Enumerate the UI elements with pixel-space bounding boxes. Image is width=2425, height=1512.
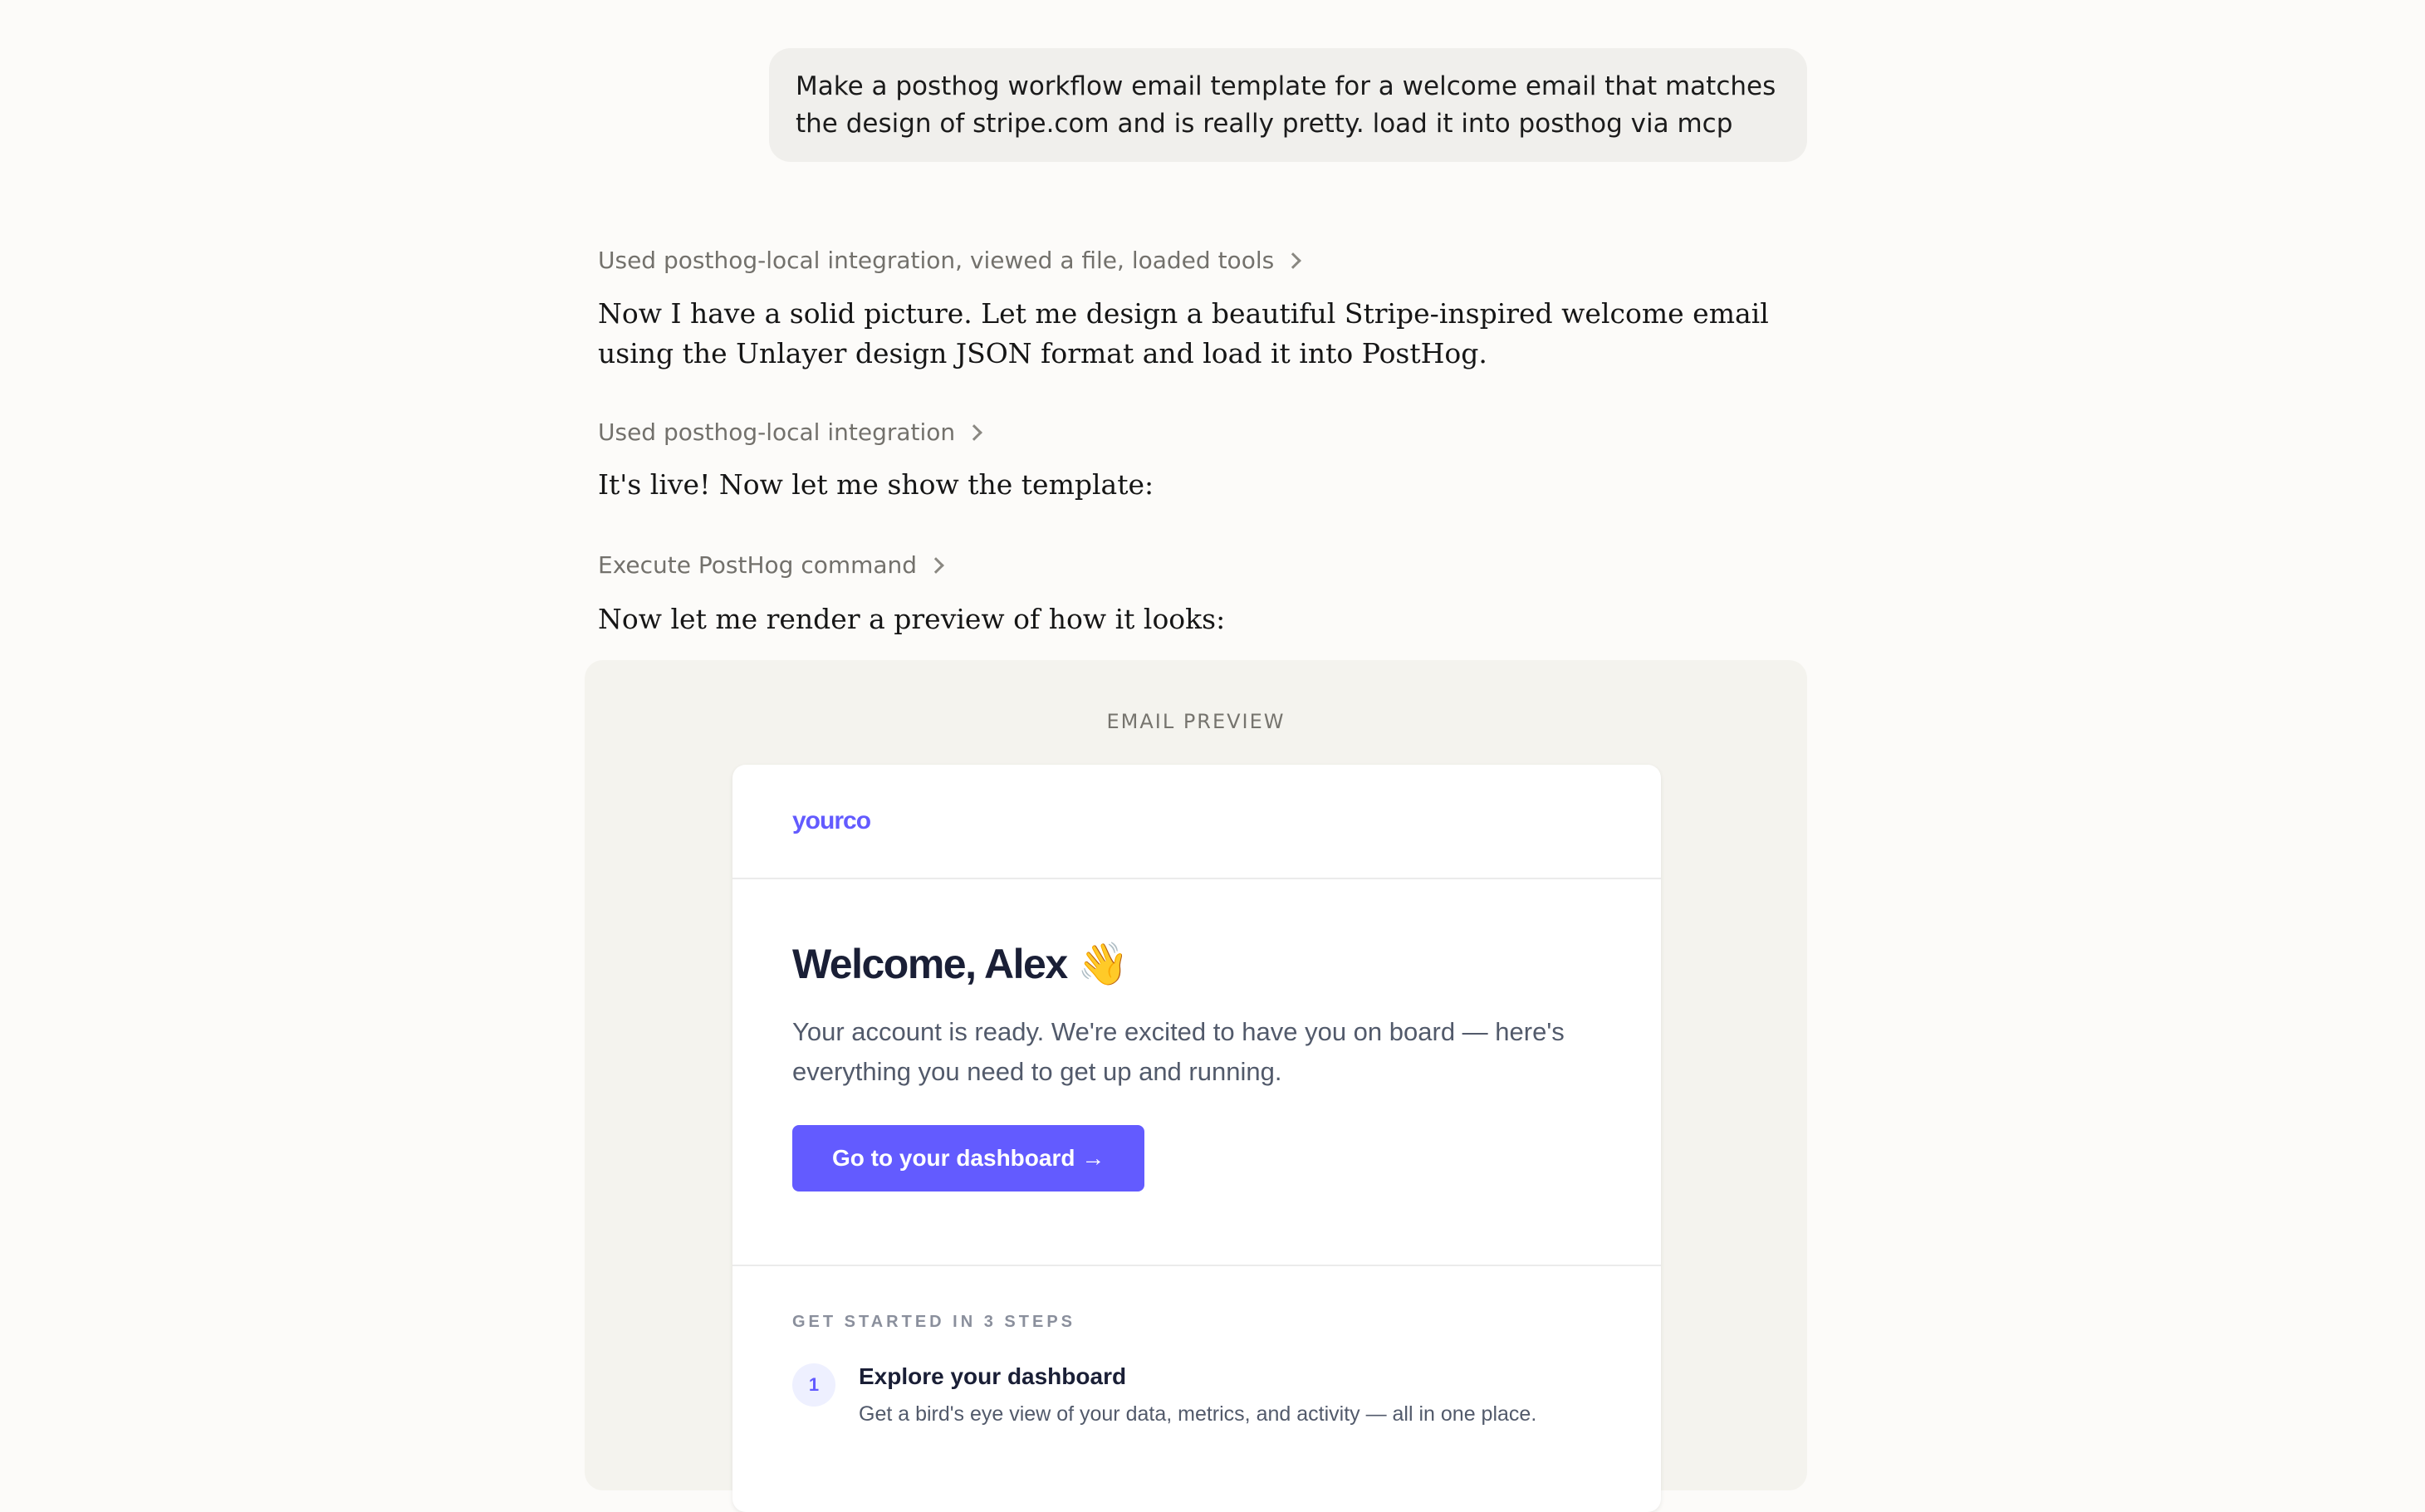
- assistant-message-2: It's live! Now let me show the template:: [598, 468, 1154, 501]
- steps-heading: GET STARTED IN 3 STEPS: [792, 1313, 1075, 1331]
- brand-logo: yourco: [792, 807, 871, 834]
- step-number-badge: 1: [792, 1363, 835, 1407]
- step-item: [792, 1362, 1601, 1430]
- tool-use-summary-1[interactable]: [598, 244, 1299, 277]
- tool-use-summary-3[interactable]: [598, 549, 942, 582]
- tool-use-label: Used posthog-local integration, viewed a file, loaded tools: [598, 247, 1275, 274]
- tool-use-label: Used posthog-local integration: [598, 418, 956, 446]
- chevron-right-icon: [1285, 252, 1301, 269]
- user-message-bubble: [769, 48, 1807, 162]
- dashboard-cta-button[interactable]: Go to your dashboard →: [792, 1125, 1144, 1191]
- tool-use-summary-2[interactable]: [598, 416, 980, 449]
- email-preview-panel: [585, 660, 1807, 1490]
- user-message-text: Make a posthog workflow email template for a welcome email that matches the design of stripe.com and is really pretty. load it into posthog via mcp: [796, 71, 1776, 139]
- email-card: [732, 765, 1661, 1512]
- email-header: [732, 765, 1661, 879]
- steps-section: [732, 1266, 1661, 1430]
- preview-label: EMAIL PREVIEW: [1106, 710, 1286, 733]
- chevron-right-icon: [928, 557, 944, 574]
- step-title: Explore your dashboard: [859, 1363, 1127, 1389]
- step-description: Get a bird's eye view of your data, metrics, and activity — all in one place.: [859, 1402, 1537, 1426]
- chevron-right-icon: [966, 424, 982, 441]
- assistant-message-1: Now I have a solid picture. Let me design a beautiful Stripe-inspired welcome email using the Unlayer design JSON format and load it into PostHog.: [598, 297, 1769, 369]
- email-title: Welcome, Alex 👋: [792, 941, 1128, 987]
- email-hero: [732, 879, 1661, 1266]
- email-body-text: Your account is ready. We're excited to have you on board — here's everything you need to get up and running.: [792, 1017, 1565, 1086]
- assistant-message-3: Now let me render a preview of how it looks:: [598, 603, 1226, 635]
- tool-use-label: Execute PostHog command: [598, 551, 918, 579]
